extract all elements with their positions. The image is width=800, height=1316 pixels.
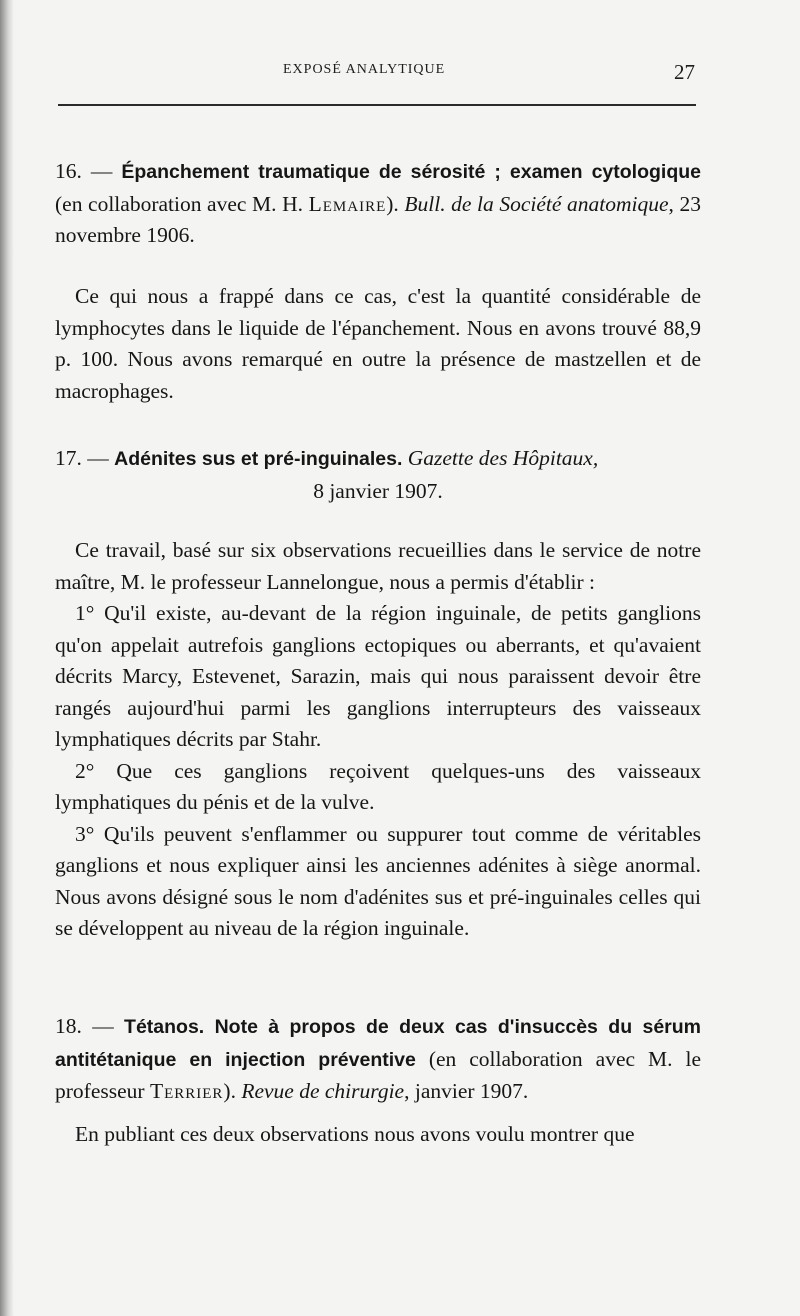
- running-title: EXPOSÉ ANALYTIQUE: [283, 62, 446, 77]
- publication-date: , 23 novembre 1906.: [55, 191, 702, 247]
- entry-title: Adénites sus et pré-inguinales.: [114, 448, 403, 470]
- entry-17-heading: [55, 443, 701, 507]
- collab-name: Lemaire: [308, 191, 387, 216]
- page-edge-shadow: [0, 0, 14, 1316]
- entry-dash: —: [81, 446, 115, 470]
- collab-name: Terrier: [149, 1079, 224, 1103]
- entry-title: Épanchement traumatique de sérosité ; examen cytologique: [121, 161, 701, 183]
- paragraph: 2° Que ces ganglions reçoivent quelques-uns des vaisseaux lymphatiques du pénis et de la vulve.: [55, 758, 701, 814]
- entry-18-heading: [55, 1011, 701, 1108]
- entry-number: 16.: [55, 159, 82, 183]
- publication-date: , janvier 1907.: [404, 1079, 529, 1103]
- entry-dash: —: [81, 1014, 125, 1038]
- entry-16-body: [55, 281, 701, 407]
- journal-name: Bull. de la Société anatomique: [404, 191, 669, 216]
- paragraph: 3° Qu'ils peuvent s'enflammer ou suppurer tout comme de véritables ganglions et nous expliquer ainsi les anciennes adénites à siège anormal. Nous avons désigné sous le nom d'adénites sus et pré-inguinales celles qui se développent au niveau de la région inguinale.: [55, 821, 701, 940]
- page-number: 27: [674, 60, 695, 84]
- collab-suffix: ).: [386, 191, 405, 216]
- paragraph: 1° Qu'il existe, au-devant de la région inguinale, de petits ganglions qu'on appelait autrefois ganglions ectopiques ou aberrants, et qu'avaient décrits Marcy, Estevenet, Sarazin, mais qui nous paraissent devoir être rangés aujourd'hui parmi les ganglions interrupteurs des vaisseaux lymphatiques décrits par Stahr.: [55, 601, 701, 751]
- journal-name: Gazette des Hôpitaux,: [407, 446, 599, 470]
- entry-dash: —: [81, 159, 122, 183]
- entry-number: 18.: [55, 1014, 82, 1038]
- journal-name: Revue de chirurgie: [241, 1079, 405, 1103]
- entry-17-body: [55, 535, 701, 945]
- entry-18-body: [55, 1119, 701, 1151]
- entry-number: 17.: [55, 446, 82, 470]
- entry-title: Tétanos. Note à propos de deux cas d'insuccès du sérum antitétanique en injection préventive: [55, 1016, 702, 1071]
- collab-suffix: ).: [223, 1079, 242, 1103]
- entry-16-heading: [55, 156, 701, 252]
- collab-prefix: (en collaboration avec M. le professeur: [55, 1046, 701, 1103]
- publication-date: 8 janvier 1907.: [313, 478, 443, 503]
- paragraph: Ce qui nous a frappé dans ce cas, c'est la quantité considérable de lymphocytes dans le liquide de l'épanchement. Nous en avons trouvé 88,9 p. 100. Nous avons remarqué en outre la présence de mastzellen et de macrophages.: [55, 284, 701, 403]
- paragraph: En publiant ces deux observations nous avons voulu montrer que: [75, 1122, 635, 1146]
- collab-prefix: (en collaboration avec M. H.: [55, 191, 309, 216]
- header-rule: [58, 104, 696, 106]
- paragraph: Ce travail, basé sur six observations recueillies dans le service de notre maître, M. le professeur Lannelongue, nous a permis d'établir :: [55, 538, 701, 594]
